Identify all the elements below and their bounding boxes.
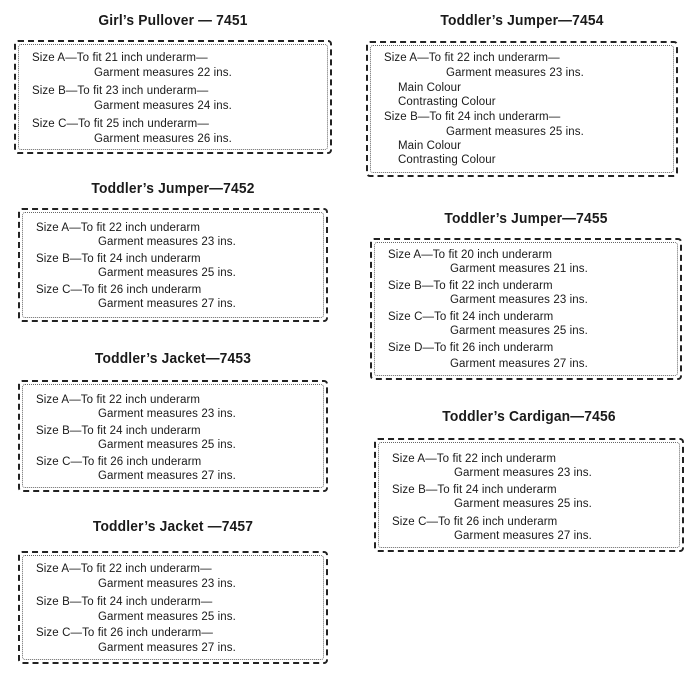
size-box-7452	[18, 208, 328, 322]
size-line: Size B—To fit 24 inch underarm	[36, 425, 201, 437]
section-title-7455: Toddler’s Jumper—7455	[444, 210, 608, 227]
section-title-7452: Toddler’s Jumper—7452	[91, 180, 255, 197]
measure-line: Garment measures 22 ins.	[94, 67, 232, 79]
measure-line: Garment measures 21 ins.	[450, 263, 588, 275]
size-box-7456	[374, 438, 684, 552]
size-line: Size A—To fit 22 inch underarm	[36, 222, 201, 234]
section-title-7453: Toddler’s Jacket—7453	[94, 350, 252, 367]
size-line: Size A—To fit 22 inch underarm—	[36, 563, 212, 575]
size-line: Size A—To fit 21 inch underarm—	[32, 52, 208, 64]
size-box-7457	[18, 551, 328, 664]
measure-line: Garment measures 23 ins.	[450, 294, 588, 306]
measure-line: Garment measures 25 ins.	[98, 611, 236, 623]
size-line: Size C—To fit 26 inch underarm—	[36, 627, 213, 639]
measure-line: Garment measures 23 ins.	[454, 467, 592, 479]
size-box-7451	[14, 40, 332, 154]
size-line: Size A—To fit 22 inch underarm—	[384, 52, 560, 64]
measure-line: Garment measures 23 ins.	[446, 67, 584, 79]
measure-line: Garment measures 27 ins.	[454, 530, 592, 542]
size-line: Size C—To fit 26 inch underarm	[36, 456, 202, 468]
size-box-7453	[18, 380, 328, 492]
measure-line: Garment measures 23 ins.	[98, 578, 236, 590]
colour-line: Main Colour	[398, 82, 462, 94]
measure-line: Garment measures 23 ins.	[98, 408, 236, 420]
measure-line: Garment measures 27 ins.	[98, 642, 236, 654]
section-title-7457: Toddler’s Jacket —7457	[92, 518, 254, 535]
measure-line: Garment measures 27 ins.	[98, 298, 236, 310]
colour-line: Main Colour	[398, 140, 462, 152]
size-line: Size A—To fit 22 inch underarm	[392, 453, 557, 465]
size-line: Size C—To fit 26 inch underarm	[36, 284, 202, 296]
colour-line: Contrasting Colour	[398, 154, 496, 166]
size-line: Size B—To fit 24 inch underarm	[36, 253, 201, 265]
measure-line: Garment measures 25 ins.	[450, 325, 588, 337]
measure-line: Garment measures 27 ins.	[98, 470, 236, 482]
size-box-7454	[366, 41, 678, 177]
size-line: Size D—To fit 26 inch underarm	[388, 342, 554, 354]
size-line: Size B—To fit 24 inch underarm—	[36, 596, 213, 608]
measure-line: Garment measures 23 ins.	[98, 236, 236, 248]
measure-line: Garment measures 27 ins.	[450, 358, 588, 370]
section-title-7451: Girl’s Pullover — 7451	[98, 12, 248, 29]
size-line: Size A—To fit 20 inch underarm	[388, 249, 553, 261]
size-line: Size B—To fit 23 inch underarm—	[32, 85, 209, 97]
colour-line: Contrasting Colour	[398, 96, 496, 108]
size-line: Size B—To fit 22 inch underarm	[388, 280, 553, 292]
size-line: Size A—To fit 22 inch underarm	[36, 394, 201, 406]
size-line: Size B—To fit 24 inch underarm	[392, 484, 557, 496]
size-box-7455	[370, 238, 682, 380]
measure-line: Garment measures 25 ins.	[454, 498, 592, 510]
measure-line: Garment measures 25 ins.	[98, 267, 236, 279]
measure-line: Garment measures 25 ins.	[446, 126, 584, 138]
size-line: Size B—To fit 24 inch underarm—	[384, 111, 561, 123]
section-title-7456: Toddler’s Cardigan—7456	[442, 408, 616, 425]
measure-line: Garment measures 26 ins.	[94, 133, 232, 145]
measure-line: Garment measures 25 ins.	[98, 439, 236, 451]
section-title-7454: Toddler’s Jumper—7454	[440, 12, 604, 29]
size-line: Size C—To fit 24 inch underarm	[388, 311, 554, 323]
size-line: Size C—To fit 26 inch underarm	[392, 516, 558, 528]
size-line: Size C—To fit 25 inch underarm—	[32, 118, 209, 130]
measure-line: Garment measures 24 ins.	[94, 100, 232, 112]
